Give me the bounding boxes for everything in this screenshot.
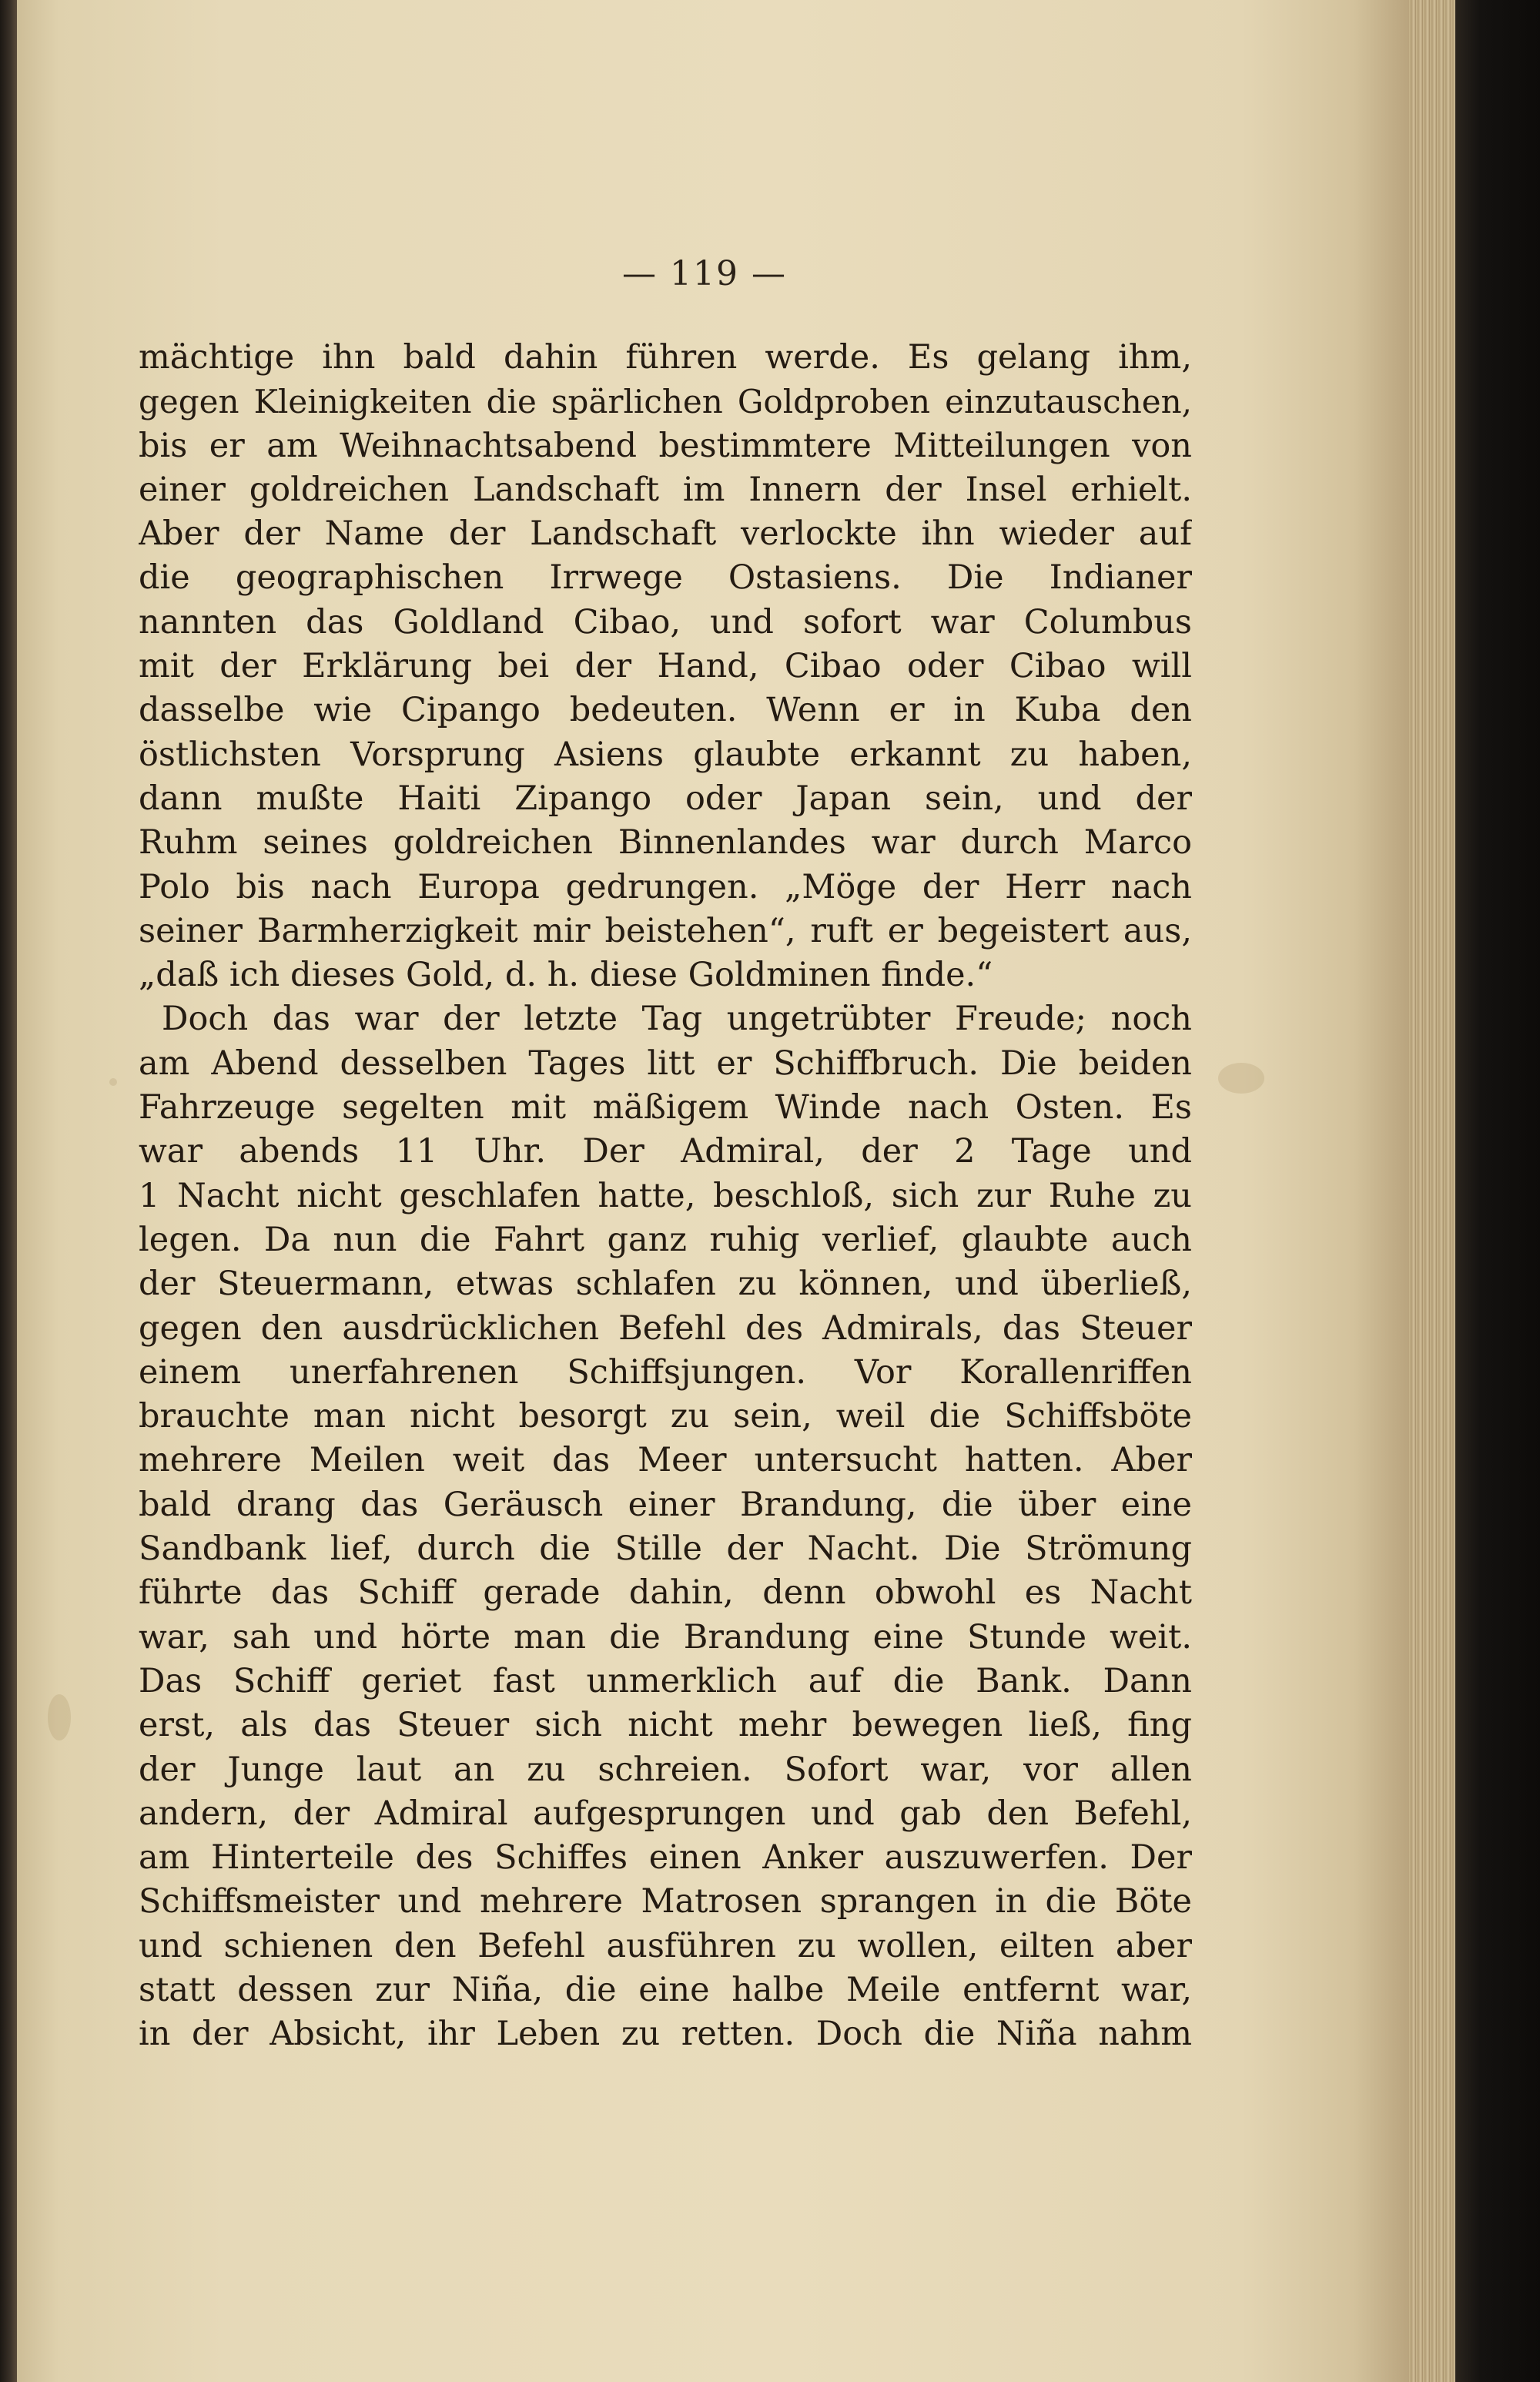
- text-line: war abends 11 Uhr. Der Admiral, der 2 Tage und: [139, 1132, 1192, 1171]
- page-stain: [48, 1694, 71, 1740]
- text-line: bis er am Weihnachtsabend bestimmtere Mitteilungen von: [139, 426, 1192, 465]
- text-line: bald drang das Geräusch einer Brandung, die über eine: [139, 1485, 1192, 1524]
- page-stain: [109, 1078, 117, 1086]
- text-line: dasselbe wie Cipango bedeuten. Wenn er in Kuba den: [139, 691, 1192, 730]
- text-line: Schiffsmeister und mehrere Matrosen sprangen in die Böte: [139, 1882, 1192, 1921]
- text-line: seiner Barmherzigkeit mir beistehen“, ruft er begeistert aus,: [139, 911, 1192, 950]
- text-line: östlichsten Vorsprung Asiens glaubte erkannt zu haben,: [139, 735, 1192, 774]
- text-line: einem unerfahrenen Schiffsjungen. Vor Korallenriffen: [139, 1352, 1192, 1392]
- page-edges: [1409, 0, 1455, 2382]
- text-line: in der Absicht, ihr Leben zu retten. Doch die Niña nahm: [139, 2015, 1192, 2054]
- body-text: [139, 336, 1192, 2057]
- text-line: Fahrzeuge segelten mit mäßigem Winde nach Osten. Es: [139, 1088, 1192, 1127]
- text-line: mächtige ihn bald dahin führen werde. Es gelang ihm,: [139, 338, 1192, 377]
- text-line: führte das Schiff gerade dahin, denn obwohl es Nacht: [139, 1573, 1192, 1613]
- text-line: statt dessen zur Niña, die eine halbe Meile entfernt war,: [139, 1970, 1192, 2009]
- text-line: am Abend desselben Tages litt er Schiffbruch. Die beiden: [139, 1044, 1192, 1083]
- text-line: „daß ich dieses Gold, d. h. diese Goldminen finde.“: [139, 956, 993, 995]
- text-line: legen. Da nun die Fahrt ganz ruhig verlief, glaubte auch: [139, 1220, 1192, 1259]
- text-line: und schienen den Befehl ausführen zu wollen, eilten aber: [139, 1926, 1192, 1965]
- text-line: brauchte man nicht besorgt zu sein, weil die Schiffsböte: [139, 1397, 1192, 1436]
- text-line: dann mußte Haiti Zipango oder Japan sein, und der: [139, 779, 1192, 818]
- text-line: 1 Nacht nicht geschlafen hatte, beschloß, sich zur Ruhe zu: [139, 1176, 1192, 1215]
- text-line: am Hinterteile des Schiffes einen Anker auszuwerfen. Der: [139, 1838, 1192, 1878]
- text-line: Ruhm seines goldreichen Binnenlandes war durch Marco: [139, 823, 1192, 863]
- text-line: andern, der Admiral aufgesprungen und gab den Befehl,: [139, 1794, 1192, 1833]
- text-line: mit der Erklärung bei der Hand, Cibao oder Cibao will: [139, 647, 1192, 686]
- text-line: die geographischen Irrwege Ostasiens. Die Indianer: [139, 558, 1192, 598]
- text-line: der Junge laut an zu schreien. Sofort war, vor allen: [139, 1750, 1192, 1789]
- text-line: nannten das Goldland Cibao, und sofort war Columbus: [139, 602, 1192, 642]
- page-stain: [1218, 1063, 1264, 1094]
- text-line: Aber der Name der Landschaft verlockte ihn wieder auf: [139, 514, 1192, 554]
- text-line: gegen den ausdrücklichen Befehl des Admirals, das Steuer: [139, 1308, 1192, 1348]
- text-line: Sandbank lief, durch die Stille der Nacht. Die Strömung: [139, 1529, 1192, 1569]
- text-line: mehrere Meilen weit das Meer untersucht hatten. Aber: [139, 1441, 1192, 1480]
- text-line: Polo bis nach Europa gedrungen. „Möge der Herr nach: [139, 867, 1192, 906]
- text-line: Doch das war der letzte Tag ungetrübter Freude; noch: [162, 1000, 1192, 1039]
- text-line: war, sah und hörte man die Brandung eine Stunde weit.: [139, 1617, 1192, 1657]
- page-number: — 119 —: [622, 254, 787, 293]
- book-binding-left: [0, 0, 17, 2382]
- text-line: erst, als das Steuer sich nicht mehr bewegen ließ, fing: [139, 1706, 1192, 1745]
- text-line: Das Schiff geriet fast unmerklich auf die Bank. Dann: [139, 1661, 1192, 1700]
- book-cover-right: [1455, 0, 1540, 2382]
- text-line: der Steuermann, etwas schlafen zu können, und überließ,: [139, 1265, 1192, 1304]
- text-line: gegen Kleinigkeiten die spärlichen Goldproben einzutauschen,: [139, 383, 1192, 421]
- text-line: einer goldreichen Landschaft im Innern der Insel erhielt.: [139, 470, 1192, 509]
